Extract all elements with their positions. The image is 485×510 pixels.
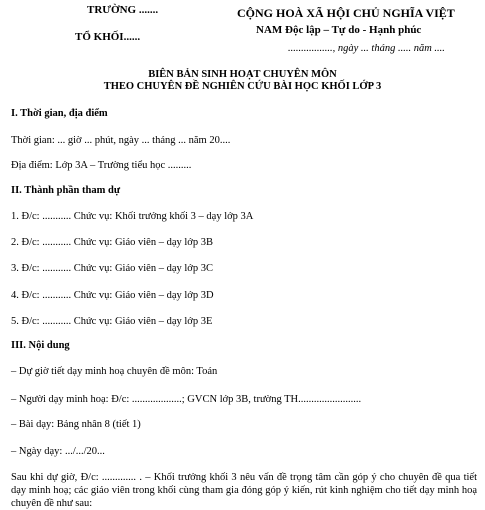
section3-heading: III. Nội dung bbox=[11, 340, 70, 351]
member-item: 5. Đ/c: ........... Chức vụ: Giáo viên – dạy lớp 3E bbox=[11, 316, 213, 327]
content-item: – Dự giờ tiết dạy minh hoạ chuyên đề môn: Toán bbox=[11, 366, 218, 377]
school-name: TRƯỜNG ....... bbox=[87, 4, 159, 16]
document-date: ................., ngày ... tháng ..... năm .... bbox=[288, 43, 445, 54]
section1-heading: I. Thời gian, địa điểm bbox=[11, 108, 108, 119]
content-item: – Người dạy minh hoạ: Đ/c: ...................; GVCN lớp 3B, trường TH........................ bbox=[11, 394, 362, 405]
section2-heading: II. Thành phần tham dự bbox=[11, 185, 121, 196]
document-title-line1: BIÊN BẢN SINH HOẠT CHUYÊN MÔN bbox=[148, 69, 337, 80]
meeting-place: Địa điểm: Lớp 3A – Trường tiểu học ......... bbox=[11, 160, 192, 171]
content-item: – Bài dạy: Bảng nhân 8 (tiết 1) bbox=[11, 419, 141, 430]
member-item: 3. Đ/c: ........... Chức vụ: Giáo viên – dạy lớp 3C bbox=[11, 263, 213, 274]
summary-paragraph: Sau khi dự giờ, Đ/c: ............. . – Khối trưởng khối 3 nêu vấn đề trọng tâm cần góp ý cho chuyên đề qua tiết dạy minh hoạ; các giáo viên trong khối cùng tham gia đóng góp ý kiến, rút kinh nghiệm cho tiết dạy minh hoạ chuyên đề như sau: bbox=[11, 472, 477, 509]
member-item: 4. Đ/c: ........... Chức vụ: Giáo viên – dạy lớp 3D bbox=[11, 290, 214, 301]
content-item: – Ngày dạy: .../.../20... bbox=[11, 446, 105, 457]
group-name: TỔ KHỐI...... bbox=[75, 31, 141, 43]
member-item: 2. Đ/c: ........... Chức vụ: Giáo viên – dạy lớp 3B bbox=[11, 237, 213, 248]
meeting-time: Thời gian: ... giờ ... phút, ngày ... tháng ... năm 20.... bbox=[11, 135, 231, 146]
document-title-line2: THEO CHUYÊN ĐỀ NGHIÊN CỨU BÀI HỌC KHỐI LỚP 3 bbox=[103, 81, 382, 92]
country-name: CỘNG HOÀ XÃ HỘI CHỦ NGHĨA VIỆT bbox=[237, 6, 455, 20]
national-motto: NAM Độc lập – Tự do - Hạnh phúc bbox=[256, 24, 422, 36]
member-item: 1. Đ/c: ........... Chức vụ: Khối trưởng khối 3 – dạy lớp 3A bbox=[11, 211, 254, 222]
